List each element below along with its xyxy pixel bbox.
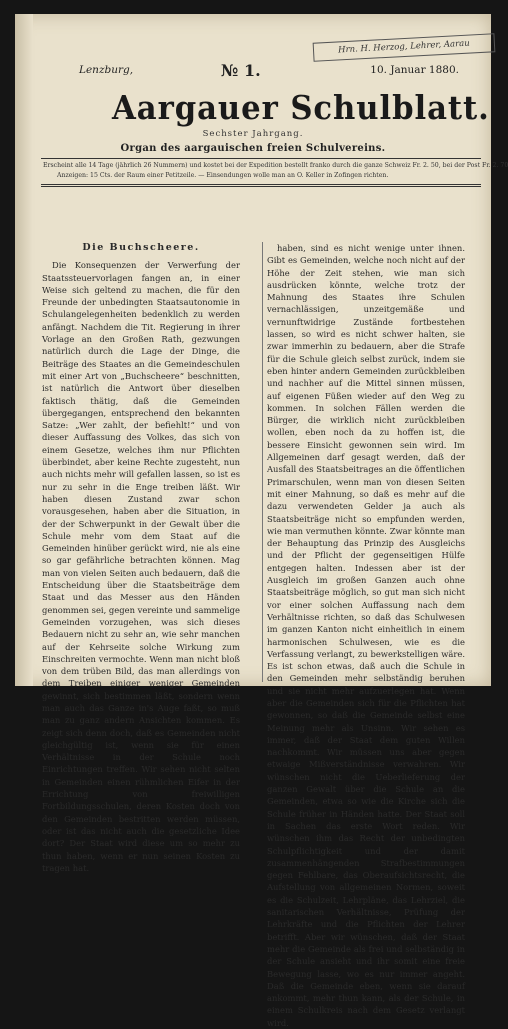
page-binding-edge — [15, 14, 33, 686]
issue-number: № 1. — [221, 61, 261, 80]
owner-stamp: Hrn. H. Herzog, Lehrer, Aarau — [313, 33, 496, 61]
volume-year: Sechster Jahrgang. — [202, 129, 304, 139]
column-right — [267, 242, 465, 1028]
header-rule-double — [41, 186, 481, 187]
publication-place: Lenzburg, — [79, 64, 134, 76]
issue-header — [79, 61, 459, 80]
subscription-notice — [43, 161, 508, 180]
column-left — [42, 242, 240, 873]
organ-subtitle: Organ des aargauischen freien Schulvereins. — [120, 143, 386, 154]
header-rule-top — [41, 158, 481, 159]
header-rule-bottom — [41, 184, 481, 185]
newspaper-page — [15, 14, 508, 1028]
column-divider — [262, 242, 263, 682]
article-heading: Die Buchscheere. — [82, 242, 200, 253]
notice-line-1: Erscheint alle 14 Tage (jährlich 26 Nummern) und kostet bei der Expedition bestellt franko durch die ganze Schweiz Fr. 2. 50, bei der Post Fr. 2. 70 — [43, 162, 508, 169]
issue-date: 10. Januar 1880. — [370, 64, 459, 76]
article-text-left: Die Konsequenzen der Verwerfung der Staatssteuervorlagen fangen an, in einer Weise sich geltend zu machen, die für den Freunde der unbedingten Staatsautonomie in Schulangelegenheiten bedenklich zu werden anfängt. Nachdem die Tit. Regierung in ihrer Vorlage an den Großen Rath, gezwungen natürlich durch die Lage der Dinge, die Beiträge des Staates an die Gemeindeschulen mit einer Art von „Buchscheere“ beschnitten, ist natürlich die Antwort über dieselben faktisch thätig, daß die Gemeinden übergegangen, entsprechend den bekannten Satze: „Wer zahlt, der befiehlt!“ und von dieser Auffassung des Volkes, das sich von einem Gesetze, welches ihm nur Pflichten überbindet, aber keine Rechte zugesteht, nun auch nichts mehr will gefallen lassen, so ist es nur zu sehr in die Enge treiben läßt. Wir haben diesen Zustand zwar schon vorausgesehen, haben aber die Situation, in der der Schwerpunkt in der Gewalt über die Schule mehr vom dem Staat auf die Gemeinden hinüber gerückt wird, nie als eine so gar gefährliche betrachten können. Mag man von vielen Seiten auch bedauern, daß die Entscheidung über die Staatsbeiträge dem Staat und das Messer aus den Händen genommen sei, gegen vereinte und sammelige Gemeinden vorzugehen, was sich dieses Bedauern nicht zu sehr an, wie sehr manchen auf der Kehrseite solche Wirkung zum Einschreiten vermochte. Wenn man nicht bloß von dem trüben Bild, das man allerdings von dem Treiben einiger weniger Gemeinden gewinnt, sich bestimmen läßt, sondern wenn man auch das Ganze in's Auge faßt, so muß man zu ganz andern Ansichten kommen. Es zeigt sich denn doch, daß es Gemeinden nicht gleichgültig ist, wenn sie für einen Verhältnisse in der Schule noch Einrichtungen treffen. Wir sehen nicht selten in Gemeinden einen rühmlichen Eifer in der Errichtung von freiwilligen Fortbildungsschulen, deren Kosten doch von den Gemeinden bestritten werden müssen, oder ist das nicht auch die gesetzliche Idee dort? Der Staat wird diese um so mehr zu thun haben, wenn er nun seinen Kosten zu tragen hat. — [42, 260, 240, 873]
article-text-right: haben, sind es nicht wenige unter ihnen. Gibt es Gemeinden, welche noch nicht auf der Höhe der Zeit stehen, wie man sich ausdrücken könnte, welche trotz der Mahnung des Staates ihre Schulen vernachlässigen, unzeitgemäße und vernunftwidrige Zustände fortbestehen lassen, so wird es nicht schwer halten, sie zwar immerhin zu bedauern, aber die Strafe für die Schule gleich selbst zurück, indem sie eben hinter andern Gemeinden zurückbleiben und nachher auf die Mittel sinnen müssen, auf eigenen Füßen wieder auf den Weg zu kommen. In solchen Fällen werden die Bürger, die wirklich nicht zurückbleiben wollen, eben noch da zu hoffen ist, die bessere Einsicht gewonnen sein wird. Im Allgemeinen darf gesagt werden, daß der Ausfall des Staatsbeitrages an die öffentlichen Primarschulen, wenn man von diesen Seiten mit einer Mahnung, so daß es mehr auf die dazu verwendeten Gelder ja auch als Staatsbeiträge nicht so empfunden werden, wie man vermuthen könnte. Zwar könnte man der Behauptung das Prinzip des Ausgleichs und der Pflicht der gegenseitigen Hülfe entgegen halten. Indessen aber ist der Ausgleich im großen Ganzen auch ohne Staatsbeiträge möglich, so gut man sich nicht vor einer solchen Auffassung nach dem Verhältnisse richten, so daß das Schulwesen im ganzen Kanton nicht einheitlich in einem harmonischen Schulwesen, wie es die Verfassung verlangt, zu bewerkstelligen wäre. Es ist schon etwas, daß auch die Schule in den Gemeinden mehr selbständig beruhen und sie nicht mehr aufzuerlegen hat. Wenn aber die Gemeinden sich für die Pflichten hat gewonnen, so daß die Gemeinde selbst eine Meinung mehr als Unsinn. Wir sehen es immer, daß der Staat dem guten Willen nachkommt. Wir müssen uns aber gegen etwaige Mißverständnisse verwahren. Wir wünschen nicht die Ueberlieferung der ganzen Gewalt über die Schule an die Gemeinden, etwa so wie die Kirche sich die Schule früher in Händen hatte. Der Staat soll in Sachen das erste Wort reden. Wir wünschen ihm das Recht der unbedingten Schulpflichtigkeit und der damit zusammenhängenden Strafbestimmungen gegen Fehlbare, das Oberaufsichtsrecht, die Aufstellung von allgemeinen Normen, soweit es die Schulzeit, Lehrpläne, das Lehrziel, die sanitarischen Verhältnisse, Prüfung der Lehrkräfte und die Pflichten der Lehrer betrifft. Aber wir wünschen, daß der Staat mehr die Gemeinde als frei und selbständig in der Schule ansieht und ihr somit eine freie Bewegung lasse, wo es nur immer angeht. Daß die Gemeinde eben, wenn sie darauf ankommt, mehr thun kann, als der Schule, in einem Schulkreis nach dem Gesetz verlangt wird. — [267, 243, 465, 1028]
notice-line-2: Anzeigen: 15 Cts. der Raum einer Petitzeile. — Einsendungen wolle man an O. Keller in Zofingen richten. — [57, 171, 389, 179]
newspaper-title: Aargauer Schulblatt. — [112, 88, 490, 127]
